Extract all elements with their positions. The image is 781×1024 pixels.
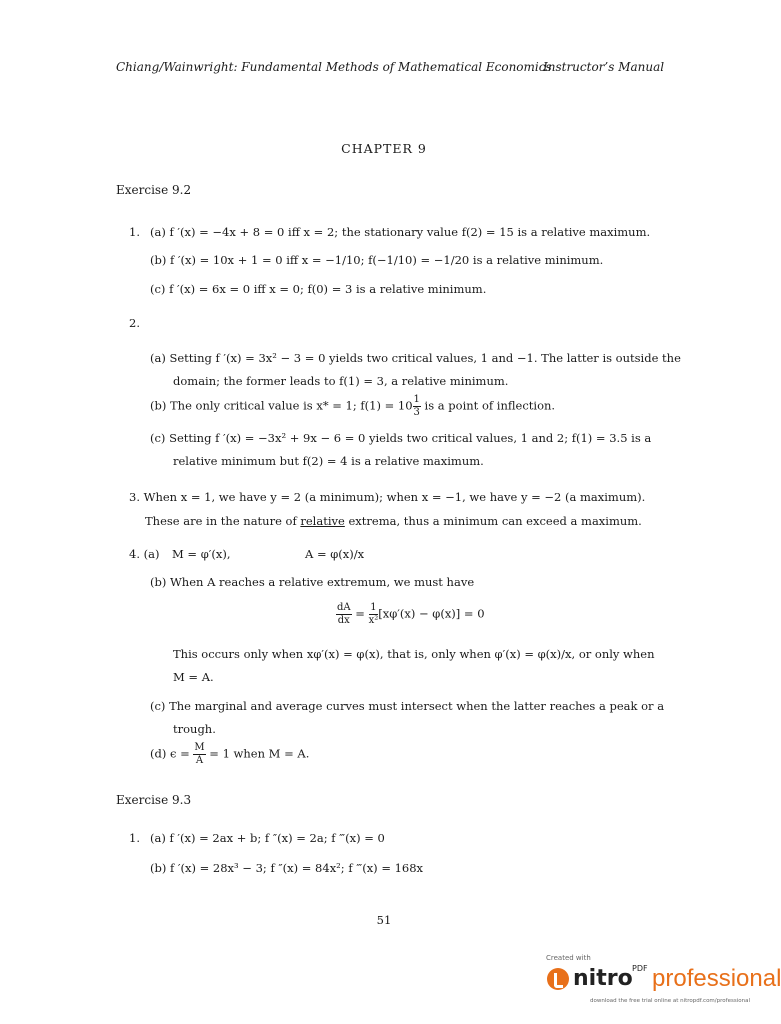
q4b-lhs-fraction	[336, 603, 352, 626]
q3-line1: 3. When x = 1, we have y = 2 (a minimum); when x = −1, we have y = −2 (a maximum).	[129, 490, 646, 504]
q2b-fraction	[413, 395, 421, 418]
page-number: 51	[376, 913, 392, 927]
q4b-explain-line2: M = A.	[173, 670, 214, 684]
q4a-a: A = φ(x)/x	[305, 547, 365, 561]
q2b-den: 3	[413, 407, 420, 418]
q2a-line2: domain; the former leads to f(1) = 3, a relative minimum.	[173, 374, 509, 388]
q2b-post: is a point of inflection.	[420, 398, 556, 413]
q3-post: extrema, thus a minimum can exceed a maximum.	[344, 514, 642, 528]
q4b-explain-line1: This occurs only when xφ′(x) = φ(x), that is, only when φ′(x) = φ(x)/x, or only when	[173, 647, 655, 661]
chapter-title: CHAPTER 9	[341, 141, 427, 156]
q4b-equation	[336, 603, 485, 626]
q1a-text: (a) f ′(x) = −4x + 8 = 0 iff x = 2; the stationary value f(2) = 15 is a relative maximum.	[150, 225, 651, 239]
q4b-eq-sign: =	[351, 606, 369, 621]
nitro-professional: professional	[652, 965, 781, 992]
q2c-line2: relative minimum but f(2) = 4 is a relative maximum.	[173, 454, 484, 468]
q4d-post: = 1 when M = A.	[205, 746, 310, 761]
q4d-num: M	[194, 742, 205, 753]
q4d-den: A	[195, 755, 204, 766]
q4b-lhs-num: dA	[337, 602, 351, 613]
q2b-text	[150, 395, 555, 418]
q1b-text: (b) f ′(x) = 10x + 1 = 0 iff x = −1/10; f(−1/10) = −1/20 is a relative minimum.	[150, 253, 604, 267]
q4d-fraction	[193, 743, 205, 766]
q4b-rhs-den: x²	[368, 615, 379, 626]
q4d-pre: (d) ϵ =	[150, 746, 194, 761]
nitro-brand: nitro	[573, 966, 633, 991]
exercise-9-2-title: Exercise 9.2	[116, 183, 192, 197]
q1-label: 1.	[129, 225, 140, 239]
q2b-num: 1	[413, 394, 420, 405]
q2-label: 2.	[129, 316, 140, 330]
nitro-logo-icon	[547, 968, 569, 990]
exercise-9-3-title: Exercise 9.3	[116, 793, 192, 807]
header-manual: Instructor’s Manual	[543, 60, 665, 74]
ex93-q1-label: 1.	[129, 831, 140, 845]
q4c-line2: trough.	[173, 722, 216, 736]
watermark-download-link[interactable]: download the free trial online at nitropdf.com/professional	[590, 998, 750, 1004]
q4b-rhs-fraction	[369, 603, 379, 626]
q2c-line1: (c) Setting f ′(x) = −3x² + 9x − 6 = 0 yields two critical values, 1 and 2; f(1) = 3.5 is a	[150, 431, 652, 445]
q4a-m: M = φ′(x),	[172, 547, 231, 561]
q4d-text	[150, 743, 309, 766]
q3-pre: These are in the nature of	[145, 514, 301, 528]
watermark-created-with: Created with	[546, 954, 591, 962]
q4b-eq-rest: [xφ′(x) − φ(x)] = 0	[378, 606, 485, 621]
q4b-rhs-num: 1	[370, 602, 377, 613]
ex93-q1a: (a) f ′(x) = 2ax + b; f ″(x) = 2a; f ‴(x) = 0	[150, 831, 385, 845]
q1c-text: (c) f ′(x) = 6x = 0 iff x = 0; f(0) = 3 is a relative minimum.	[150, 282, 487, 296]
ex93-q1b: (b) f ′(x) = 28x³ − 3; f ″(x) = 84x²; f ‴(x) = 168x	[150, 861, 424, 875]
q3-line2	[145, 514, 642, 528]
q4b-text: (b) When A reaches a relative extremum, we must have	[150, 575, 475, 589]
q4a-label: 4. (a)	[129, 547, 160, 561]
q4c-line1: (c) The marginal and average curves must intersect when the latter reaches a peak or a	[150, 699, 665, 713]
nitro-pdf-superscript: PDF	[632, 964, 648, 973]
header-book-title: Chiang/Wainwright: Fundamental Methods of Mathematical Economics	[116, 60, 552, 74]
q2a-line1: (a) Setting f ′(x) = 3x² − 3 = 0 yields two critical values, 1 and −1. The latter is outside the	[150, 351, 681, 365]
q2b-pre: (b) The only critical value is x* = 1; f(1) = 10	[150, 398, 413, 413]
q4b-lhs-den: dx	[337, 615, 350, 626]
q3-underlined-relative: relative	[300, 514, 345, 528]
nitro-logo[interactable]	[546, 964, 781, 996]
